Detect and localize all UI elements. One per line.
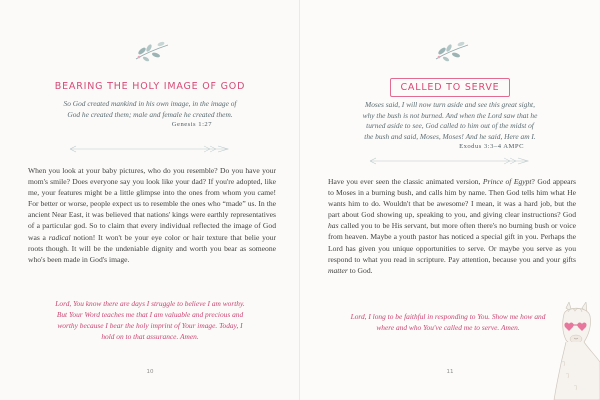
arrow-divider-icon bbox=[368, 157, 532, 165]
prayer: Lord, I long to be faithful in responding to You. Show me how and where and who You've called me to serve. Amen. bbox=[350, 312, 546, 332]
devotional-body bbox=[328, 176, 576, 276]
scripture-verse bbox=[328, 100, 572, 153]
devotional-body bbox=[28, 165, 276, 265]
arrow-divider-icon bbox=[68, 145, 232, 153]
verse-reference: Genesis 1:27 bbox=[171, 121, 212, 129]
verse-line: the bush and said, Moses, Moses! And he said, Here am I. bbox=[364, 131, 536, 141]
verse-line: Moses said, I will now turn aside and see this great sight, bbox=[365, 100, 535, 109]
verse-line: So God created mankind in his own image, in the image of bbox=[63, 99, 237, 108]
body-emphasis: matter bbox=[328, 265, 348, 275]
leaf-sprig-icon bbox=[432, 39, 472, 65]
scripture-verse bbox=[28, 99, 272, 131]
page-title bbox=[300, 78, 600, 97]
page-number: 10 bbox=[146, 369, 154, 375]
verse-line: God he created them; male and female he created them. bbox=[67, 109, 233, 119]
body-emphasis: has bbox=[328, 221, 339, 231]
body-text: ? God appears to Moses in a burning bush, and calls him by name. Then God tells him what He wants him to do. Wouldn't that be awesome? I mean, it was a hard job, but the part about God showing up, speaking to you, and giving clear instructions? God bbox=[328, 177, 577, 220]
page-number: 11 bbox=[446, 369, 454, 375]
page-title bbox=[0, 78, 300, 95]
body-text: to God. bbox=[347, 265, 373, 275]
prayer: Lord, You know there are days I struggle to believe I am worthy. But Your Word teaches me that I am valuable and precious and worthy because I bear the holy imprint of Your image. Today, I hold on to that assurance. Amen. bbox=[55, 299, 245, 341]
title-text: BEARING THE HOLY IMAGE OF GOD bbox=[54, 81, 246, 92]
body-text: When you look at your baby pictures, who do you resemble? Do you have your mom's smile? Does everyone say you look like your dad? If you're adopted, like me, your features might be a little glimpse into the ones from whom you came! For better or worse, people expect us to resemble the ones who “made” us. In the ancient Near East, it was believed that nations' kings were earthly representatives of a particular god. So to claim that every individual reflected the image of God was a bbox=[28, 166, 276, 242]
body-text: Have you ever seen the classic animated version, bbox=[328, 177, 483, 186]
verse-line: why the bush is not burned. And when the Lord saw that he bbox=[362, 110, 538, 120]
leaf-sprig-icon bbox=[132, 39, 172, 65]
body-emphasis: Prince of Egypt bbox=[482, 177, 532, 186]
verse-reference: Exodus 3:3–4 AMPC bbox=[459, 143, 524, 151]
title-text: CALLED TO SERVE bbox=[390, 78, 511, 97]
body-text: notion! It won't be your eye color or hair texture that belie your roots though. It will be the undeniable dignity and worth you bear as someone who's been made in God's image. bbox=[28, 232, 276, 264]
body-text: called you to be His servant, but more often there's no burning bush or voice from heaven. Maybe a youth pastor has noticed a special gift in you. Perhaps the Lord has given you unique opportunities to serve. Or maybe you serve as you respond to what you read in scripture. Pay attention, because you and your gifts bbox=[328, 221, 576, 264]
verse-line: turned aside to see, God called to him out of the midst of bbox=[366, 121, 534, 131]
llama-illustration bbox=[544, 302, 600, 400]
right-page bbox=[300, 0, 600, 400]
body-emphasis: radical bbox=[48, 232, 71, 242]
